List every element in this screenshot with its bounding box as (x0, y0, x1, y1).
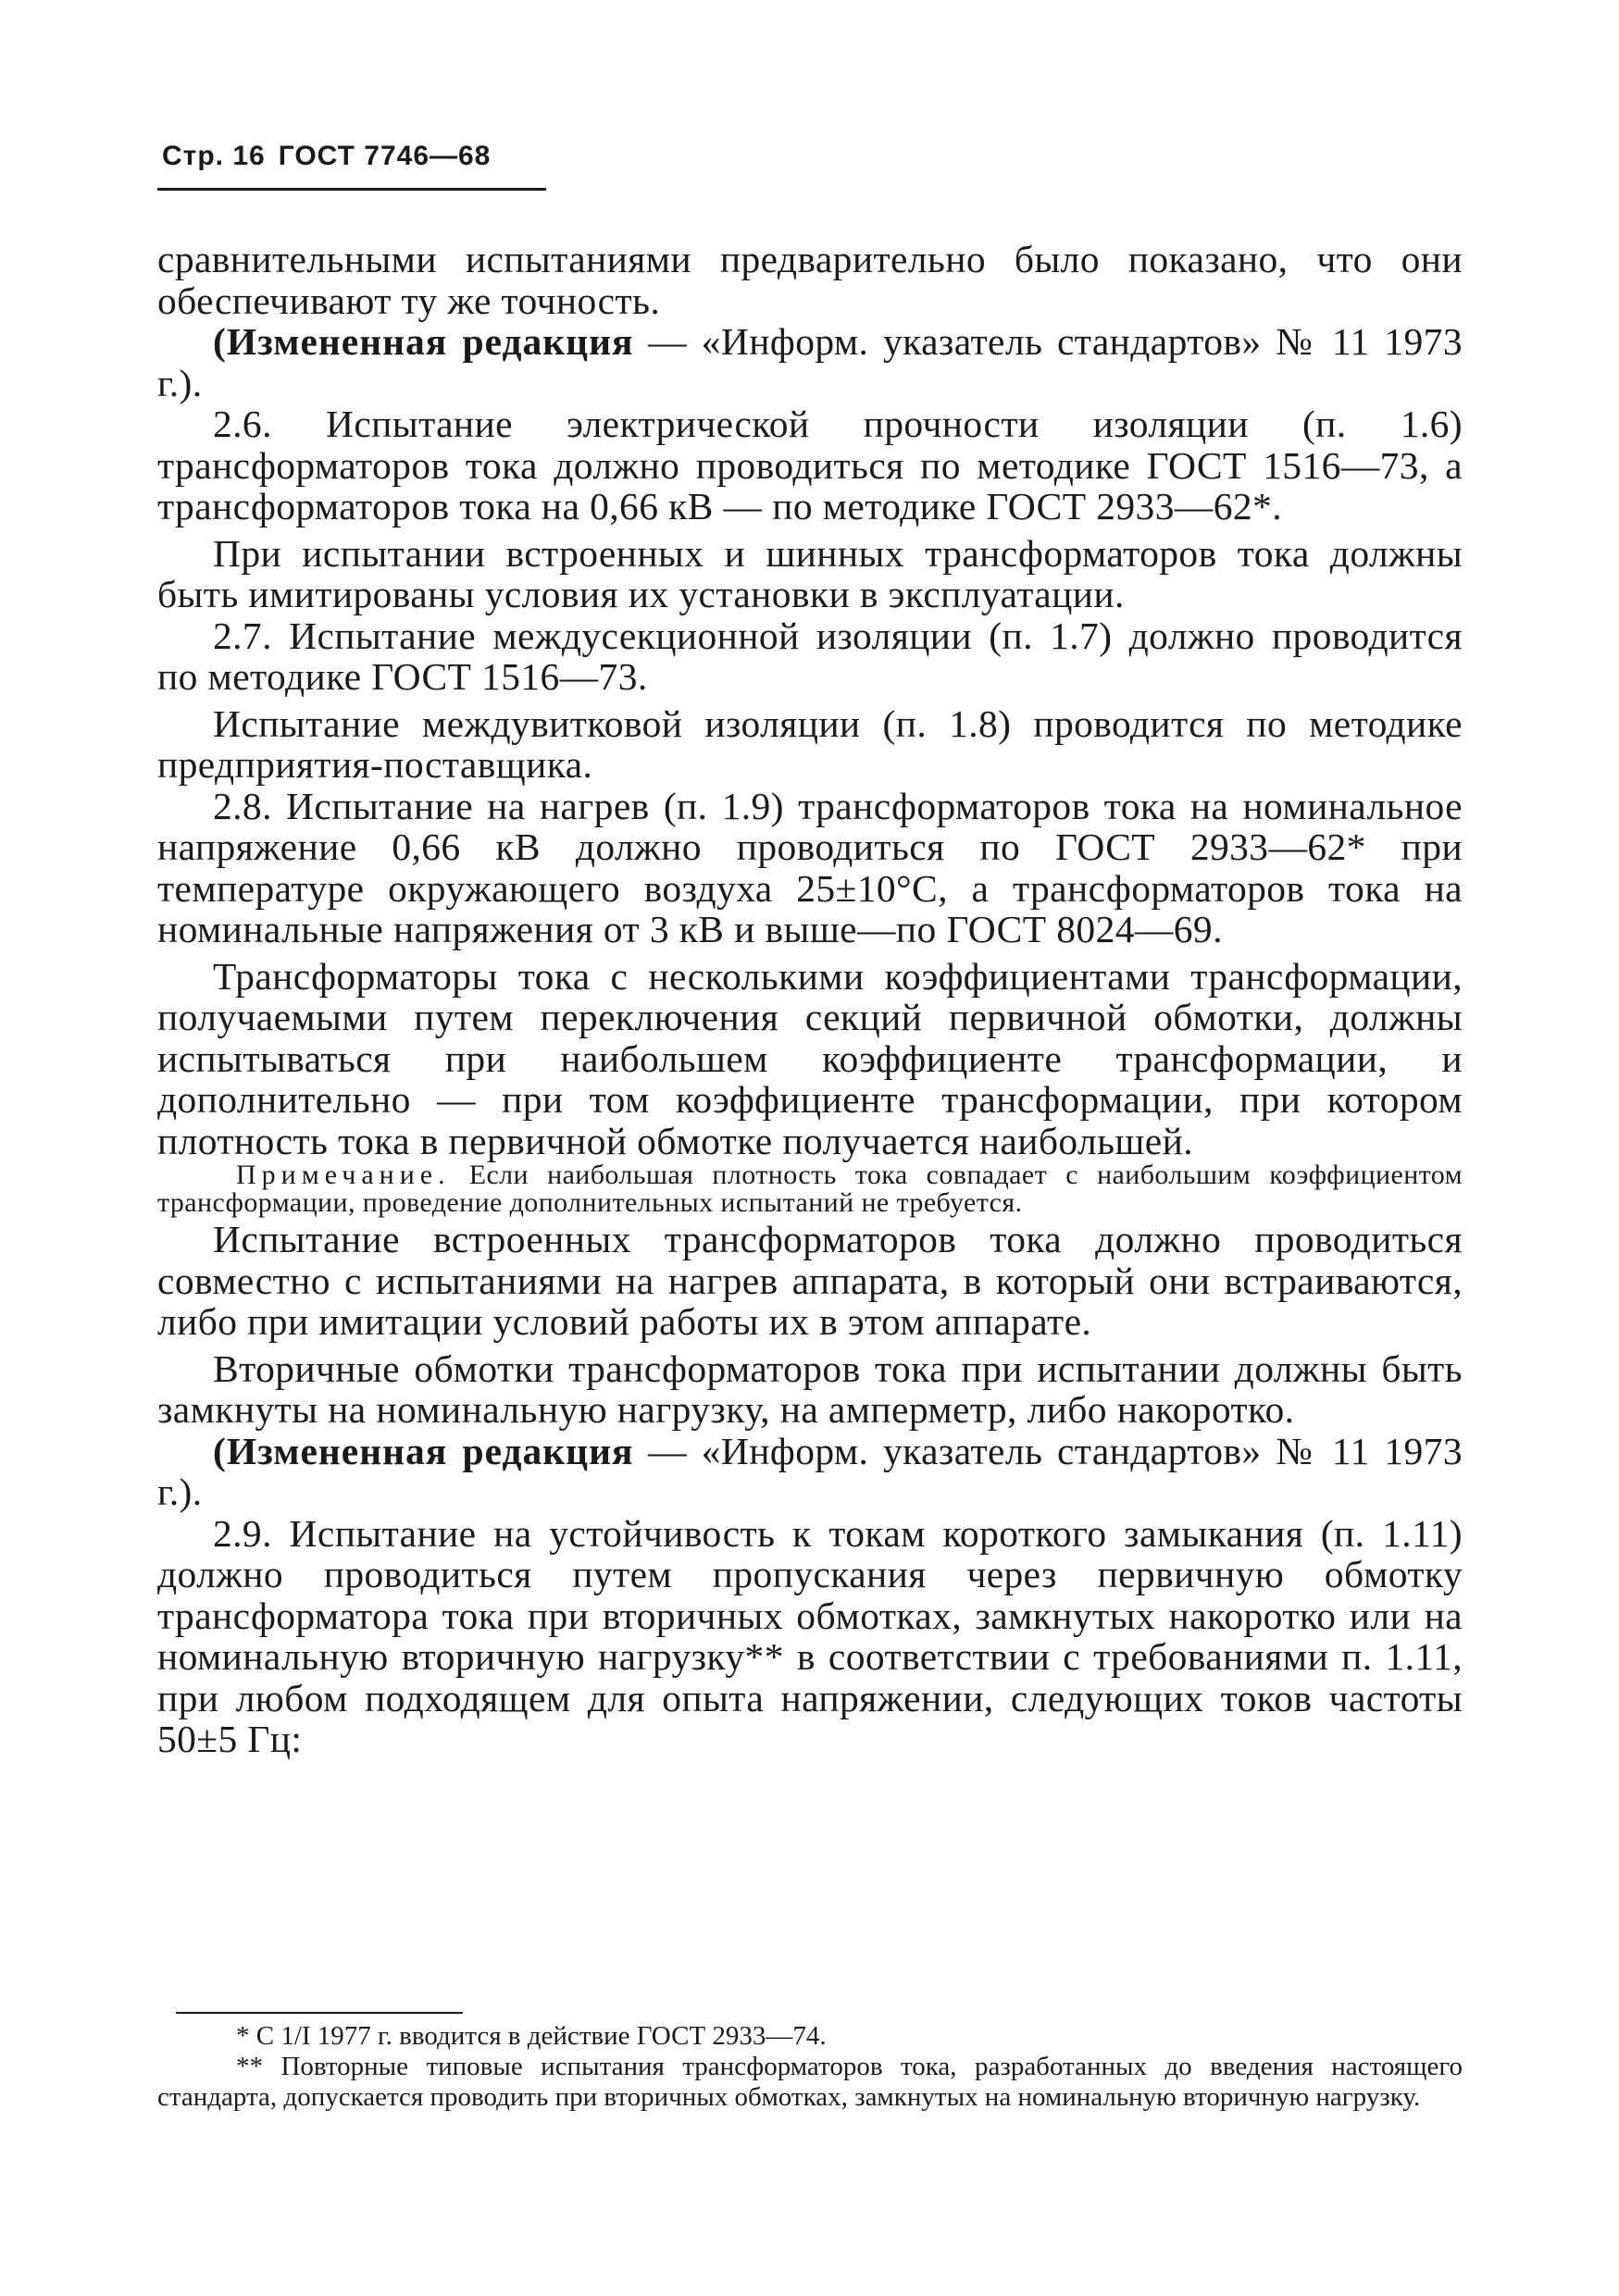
clause-2-9: 2.9. Испытание на устойчивость к токам короткого замыкания (п. 1.11) должно проводиться путем пропускания через первичную обмотку трансформатора тока при вторичных обмотках, замкнутых накоротко или на номинальную вторичную нагрузку** в соответствии с требованиями п. 1.11, при любом подходящем для опыта напряжении, следующих токов частоты 50±5 Гц: (157, 1511, 1463, 1760)
edition-note-text: — «Информ. указатель стандартов» № 11 1973 г.). (157, 1429, 1463, 1513)
footnote-rule (176, 2012, 463, 2014)
edition-note-2 (157, 1431, 1463, 1513)
note-text: Если наибольшая плотность тока совпадает с наибольшим коэффициентом трансформации, проведение дополнительных испытаний не требуется. (157, 1160, 1463, 1218)
standard-designation: ГОСТ 7746—68 (278, 141, 492, 171)
paragraph-builtin-test: При испытании встроенных и шинных трансформаторов тока должны быть имитированы условия их установки в эксплуатации. (157, 531, 1463, 615)
paragraph-builtin-heating: Испытание встроенных трансформаторов тока должно проводиться совместно с испытаниями на нагрев аппарата, в который они встраиваются, либо при имитации условий работы их в этом аппарате. (157, 1218, 1463, 1343)
footnotes (157, 2021, 1463, 2113)
clause-2-7: 2.7. Испытание междусекционной изоляции (п. 1.7) должно проводится по методике ГОСТ 1516—73. (157, 614, 1463, 698)
note-label: Примечание. (236, 1160, 451, 1190)
header-rule (157, 188, 546, 191)
footnote-2: ** Повторные типовые испытания трансформаторов тока, разработанных до введения настоящего стандарта, допускается проводить при вторичных обмотках, замкнутых на номинальную вторичную нагрузку. (157, 2052, 1463, 2112)
page-header (162, 141, 491, 172)
edition-note-bold: (Измененная редакция (213, 320, 634, 363)
note (157, 1161, 1463, 1217)
edition-note-1 (157, 321, 1463, 403)
footnote-1: * С 1/I 1977 г. вводится в действие ГОСТ 2933—74. (236, 2021, 827, 2051)
page-number: Стр. 16 (162, 141, 266, 171)
body-text (157, 239, 1463, 1760)
edition-note-text: — «Информ. указатель стандартов» № 11 1973 г.). (157, 320, 1463, 404)
paragraph-interturn-test: Испытание междувитковой изоляции (п. 1.8) проводится по методике предприятия-поставщика. (157, 701, 1463, 786)
paragraph-secondary-windings: Вторичные обмотки трансформаторов тока при испытании должны быть замкнуты на номинальную нагрузку, на амперметр, либо накоротко. (157, 1347, 1463, 1431)
edition-note-bold: (Измененная редакция (213, 1429, 634, 1472)
clause-2-6: 2.6. Испытание электрической прочности изоляции (п. 1.6) трансформаторов тока должно проводиться по методике ГОСТ 1516—73, а трансформаторов тока на 0,66 кВ — по методике ГОСТ 2933—62*. (157, 403, 1463, 527)
clause-2-8: 2.8. Испытание на нагрев (п. 1.9) трансформаторов тока на номинальное напряжение 0,66 кВ должно проводиться по ГОСТ 2933—62* при температуре окружающего воздуха 25±10°С, а трансформаторов тока на номинальные напряжения от 3 кВ и выше—по ГОСТ 8024—69. (157, 784, 1463, 950)
paragraph-continuation: сравнительными испытаниями предварительно было показано, что они обеспечивают ту же точность. (157, 238, 1463, 322)
paragraph-multi-ratio: Трансформаторы тока с несколькими коэффициентами трансформации, получаемыми путем переключения секций первичной обмотки, должны испытываться при наибольшем коэффициенте трансформации, и дополнительно — при том коэффициенте трансформации, при котором плотность тока в первичной обмотке получается наибольшей. (157, 954, 1463, 1162)
